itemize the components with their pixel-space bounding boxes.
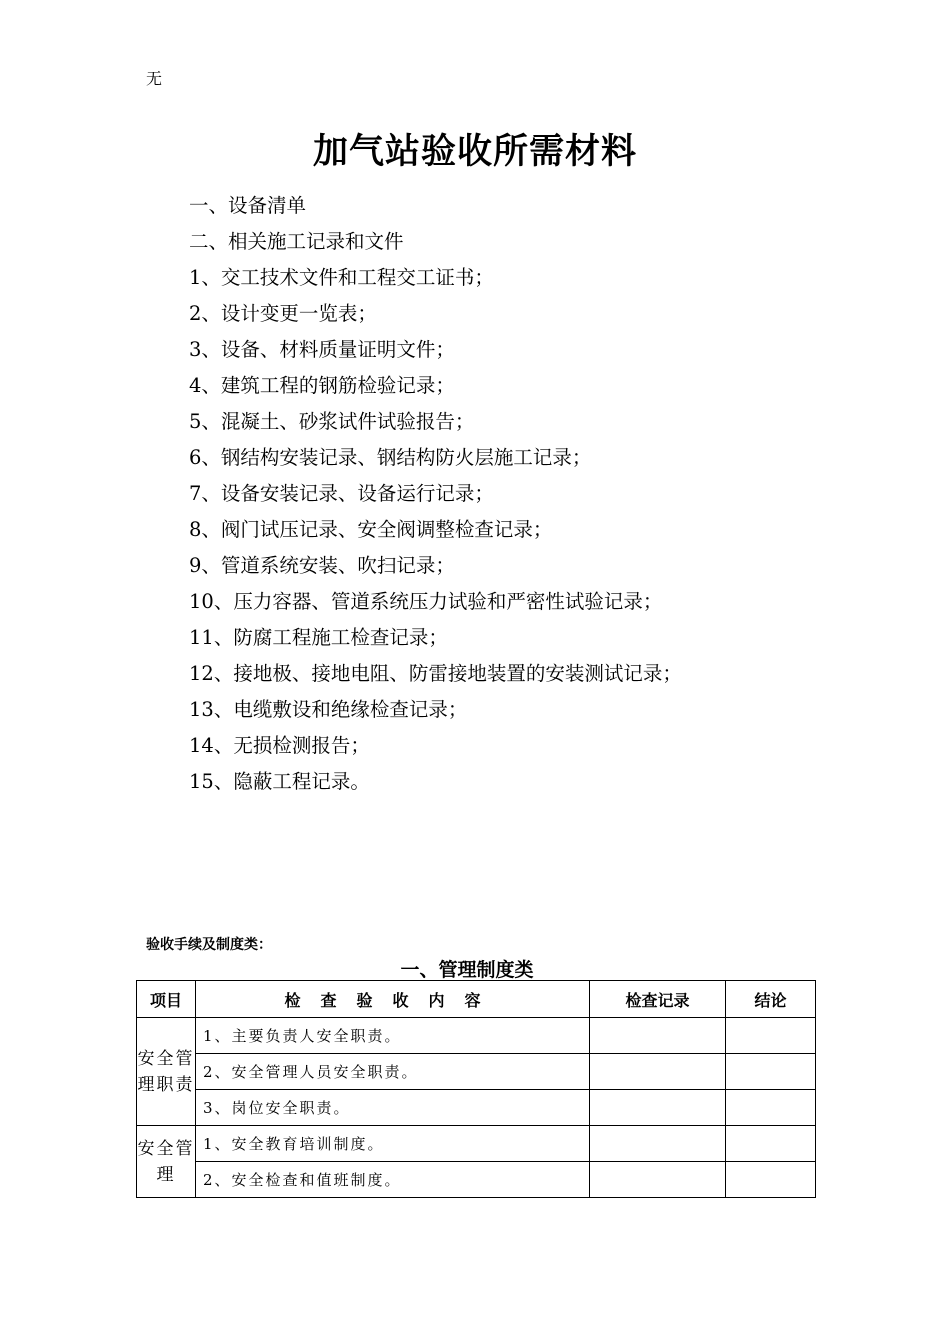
list-item: 7、设备安装记录、设备运行记录； bbox=[189, 482, 494, 505]
content-cell: 2、安全管理人员安全职责。 bbox=[196, 1054, 590, 1090]
table-row bbox=[137, 1126, 816, 1162]
list-item: 11、防腐工程施工检查记录； bbox=[189, 626, 448, 649]
table-header-row bbox=[137, 981, 816, 1018]
record-cell[interactable] bbox=[590, 1054, 726, 1090]
list-item: 9、管道系统安装、吹扫记录； bbox=[189, 554, 455, 577]
conclusion-cell[interactable] bbox=[726, 1162, 816, 1198]
document-title: 加气站验收所需材料 bbox=[312, 131, 637, 172]
list-item: 12、接地极、接地电阻、防雷接地装置的安装测试记录； bbox=[189, 662, 682, 685]
record-cell[interactable] bbox=[590, 1018, 726, 1054]
table-row bbox=[137, 1090, 816, 1126]
list-item: 10、压力容器、管道系统压力试验和严密性试验记录； bbox=[189, 590, 663, 613]
inspection-table bbox=[136, 980, 816, 1198]
content-cell: 1、安全教育培训制度。 bbox=[196, 1126, 590, 1162]
list-item: 4、建筑工程的钢筋检验记录； bbox=[189, 374, 455, 397]
record-cell[interactable] bbox=[590, 1126, 726, 1162]
header-project: 项目 bbox=[137, 981, 196, 1018]
list-item: 二、相关施工记录和文件 bbox=[189, 230, 404, 253]
table-row bbox=[137, 1018, 816, 1054]
table-row bbox=[137, 1162, 816, 1198]
record-cell[interactable] bbox=[590, 1162, 726, 1198]
corner-mark: 无 bbox=[146, 69, 163, 88]
conclusion-cell[interactable] bbox=[726, 1090, 816, 1126]
conclusion-cell[interactable] bbox=[726, 1054, 816, 1090]
list-item: 2、设计变更一览表； bbox=[189, 302, 377, 325]
list-item: 1、交工技术文件和工程交工证书； bbox=[189, 266, 494, 289]
content-cell: 1、主要负责人安全职责。 bbox=[196, 1018, 590, 1054]
list-item: 8、阀门试压记录、安全阀调整检查记录； bbox=[189, 518, 553, 541]
header-conclusion: 结论 bbox=[726, 981, 816, 1018]
list-item: 5、混凝土、砂浆试件试验报告； bbox=[189, 410, 475, 433]
content-cell: 2、安全检查和值班制度。 bbox=[196, 1162, 590, 1198]
conclusion-cell[interactable] bbox=[726, 1018, 816, 1054]
list-item: 14、无损检测报告； bbox=[189, 734, 370, 757]
header-record: 检查记录 bbox=[590, 981, 726, 1018]
record-cell[interactable] bbox=[590, 1090, 726, 1126]
category-cell: 安全管理 bbox=[137, 1126, 196, 1198]
list-item: 6、钢结构安装记录、钢结构防火层施工记录； bbox=[189, 446, 592, 469]
list-item: 一、设备清单 bbox=[189, 194, 307, 217]
table-title: 一、管理制度类 bbox=[400, 959, 534, 981]
list-item: 15、隐蔽工程记录。 bbox=[189, 770, 370, 793]
header-content: 检查验收内容 bbox=[196, 981, 590, 1018]
table-row bbox=[137, 1054, 816, 1090]
materials-list bbox=[189, 188, 682, 800]
list-item: 3、设备、材料质量证明文件； bbox=[189, 338, 455, 361]
conclusion-cell[interactable] bbox=[726, 1126, 816, 1162]
section-note: 验收手续及制度类： bbox=[146, 937, 272, 953]
content-cell: 3、岗位安全职责。 bbox=[196, 1090, 590, 1126]
category-cell: 安全管理职责 bbox=[137, 1018, 196, 1126]
list-item: 13、电缆敷设和绝缘检查记录； bbox=[189, 698, 468, 721]
